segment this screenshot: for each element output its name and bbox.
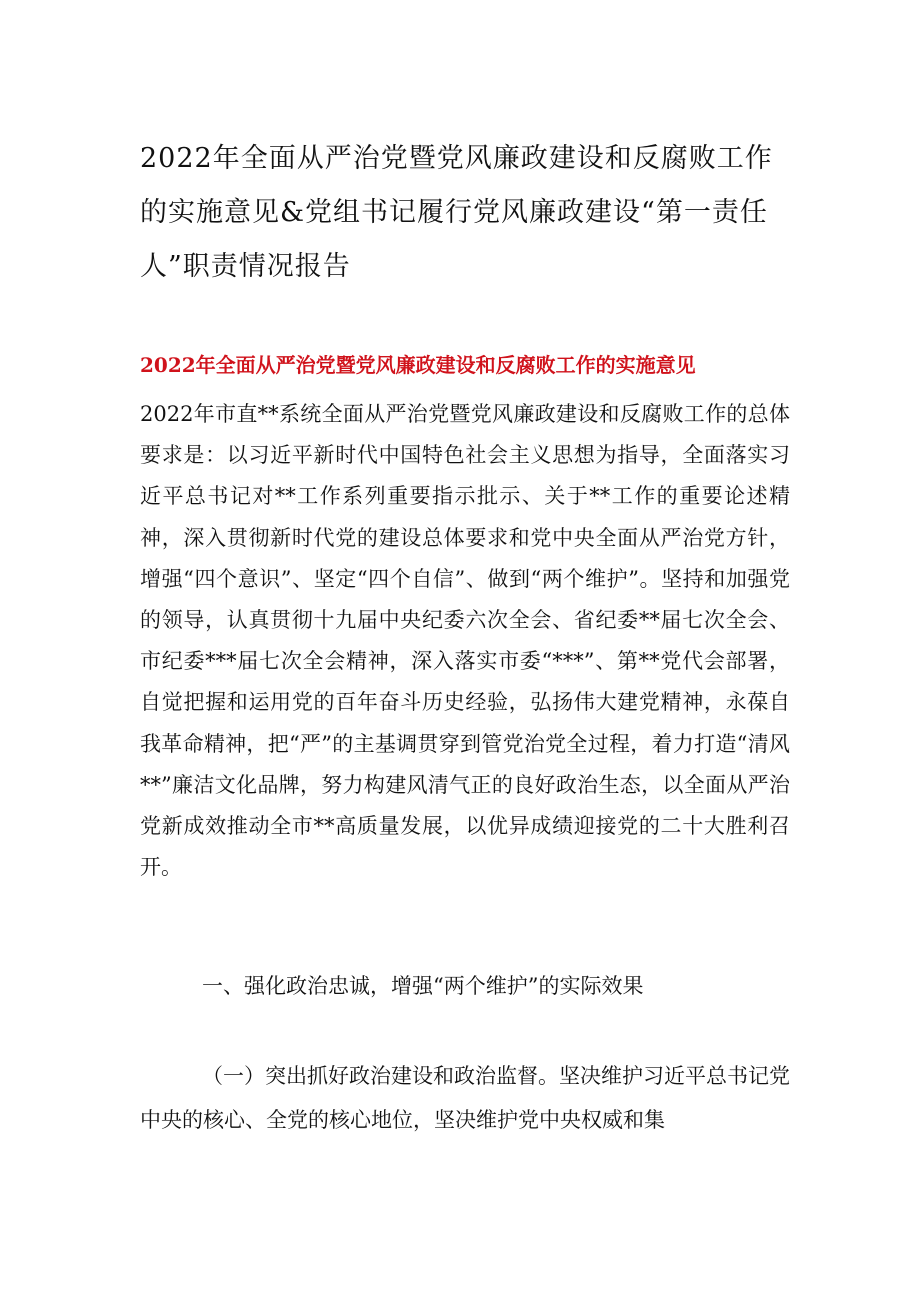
document-title: 2022年全面从严治党暨党风廉政建设和反腐败工作的实施意见&党组书记履行党风廉政建设“第一责任人”职责情况报告: [140, 143, 773, 282]
section-heading: 2022年全面从严治党暨党风廉政建设和反腐败工作的实施意见: [140, 353, 696, 377]
subheading-1: 一、强化政治忠诚，增强“两个维护”的实际效果: [202, 974, 644, 998]
body-paragraph-2: （一）突出抓好政治建设和政治监督。坚决维护习近平总书记党中央的核心、全党的核心地位，坚决维护党中央权威和集: [140, 1064, 790, 1132]
body-paragraph-1: 2022年市直**系统全面从严治党暨党风廉政建设和反腐败工作的总体要求是：以习近平新时代中国特色社会主义思想为指导，全面落实习近平总书记对**工作系列重要指示批示、关于**工作的重要论述精神，深入贯彻新时代党的建设总体要求和党中央全面从严治党方针，增强“四个意识”、坚定“四个自信”、做到“两个维护”。坚持和加强党的领导，认真贯彻十九届中央纪委六次全会、省纪委**届七次全会、市纪委***届七次全会精神，深入落实市委“***”、第**党代会部署，自觉把握和运用党的百年奋斗历史经验，弘扬伟大建党精神，永葆自我革命精神，把“严”的主基调贯穿到管党治党全过程，着力打造“清风**”廉洁文化品牌，努力构建风清气正的良好政治生态，以全面从严治党新成效推动全市**高质量发展，以优异成绩迎接党的二十大胜利召开。: [140, 402, 790, 880]
